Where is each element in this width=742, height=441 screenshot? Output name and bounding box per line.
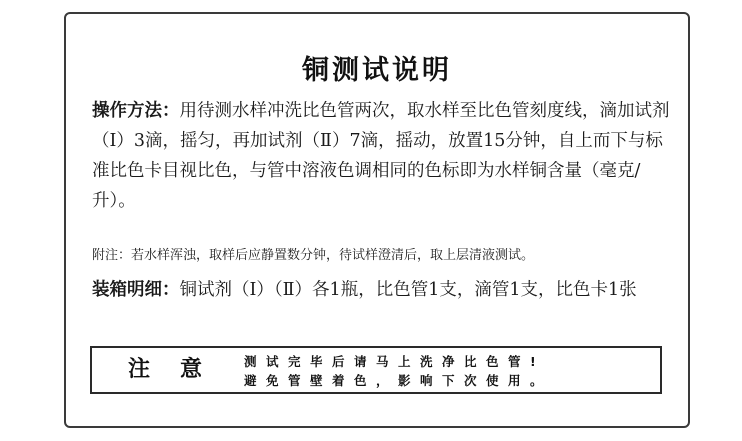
warning-line-1: 测试完毕后请马上洗净比色管!: [244, 354, 546, 369]
packing-label: 装箱明细：: [92, 280, 180, 300]
operation-label: 操作方法：: [92, 101, 180, 121]
note-text: 附注：若水样浑浊，取样后应静置数分钟，待试样澄清后，取上层清液测试。: [92, 248, 535, 263]
operation-text: 用待测水样冲洗比色管两次，取水样至比色管刻度线，滴加试剂（Ⅰ）3滴，摇匀，再加试剂（Ⅱ）7滴，摇动，放置15分钟，自上而下与标准比色卡目视比色，与管中溶液色调相同的色标即为水样铜含量（毫克/升）。: [92, 101, 670, 211]
warning-line-2: 避免管壁着色，影响下次使用。: [244, 373, 553, 388]
packing-paragraph: [92, 276, 672, 305]
warning-text: [244, 352, 644, 390]
warning-label: 注意: [128, 357, 233, 382]
operation-paragraph: [92, 96, 672, 216]
packing-text: 铜试剂（Ⅰ）（Ⅱ）各1瓶，比色管1支，滴管1支，比色卡1张: [179, 280, 637, 300]
warning-box: [90, 346, 662, 394]
document-title: 铜测试说明: [302, 55, 452, 86]
